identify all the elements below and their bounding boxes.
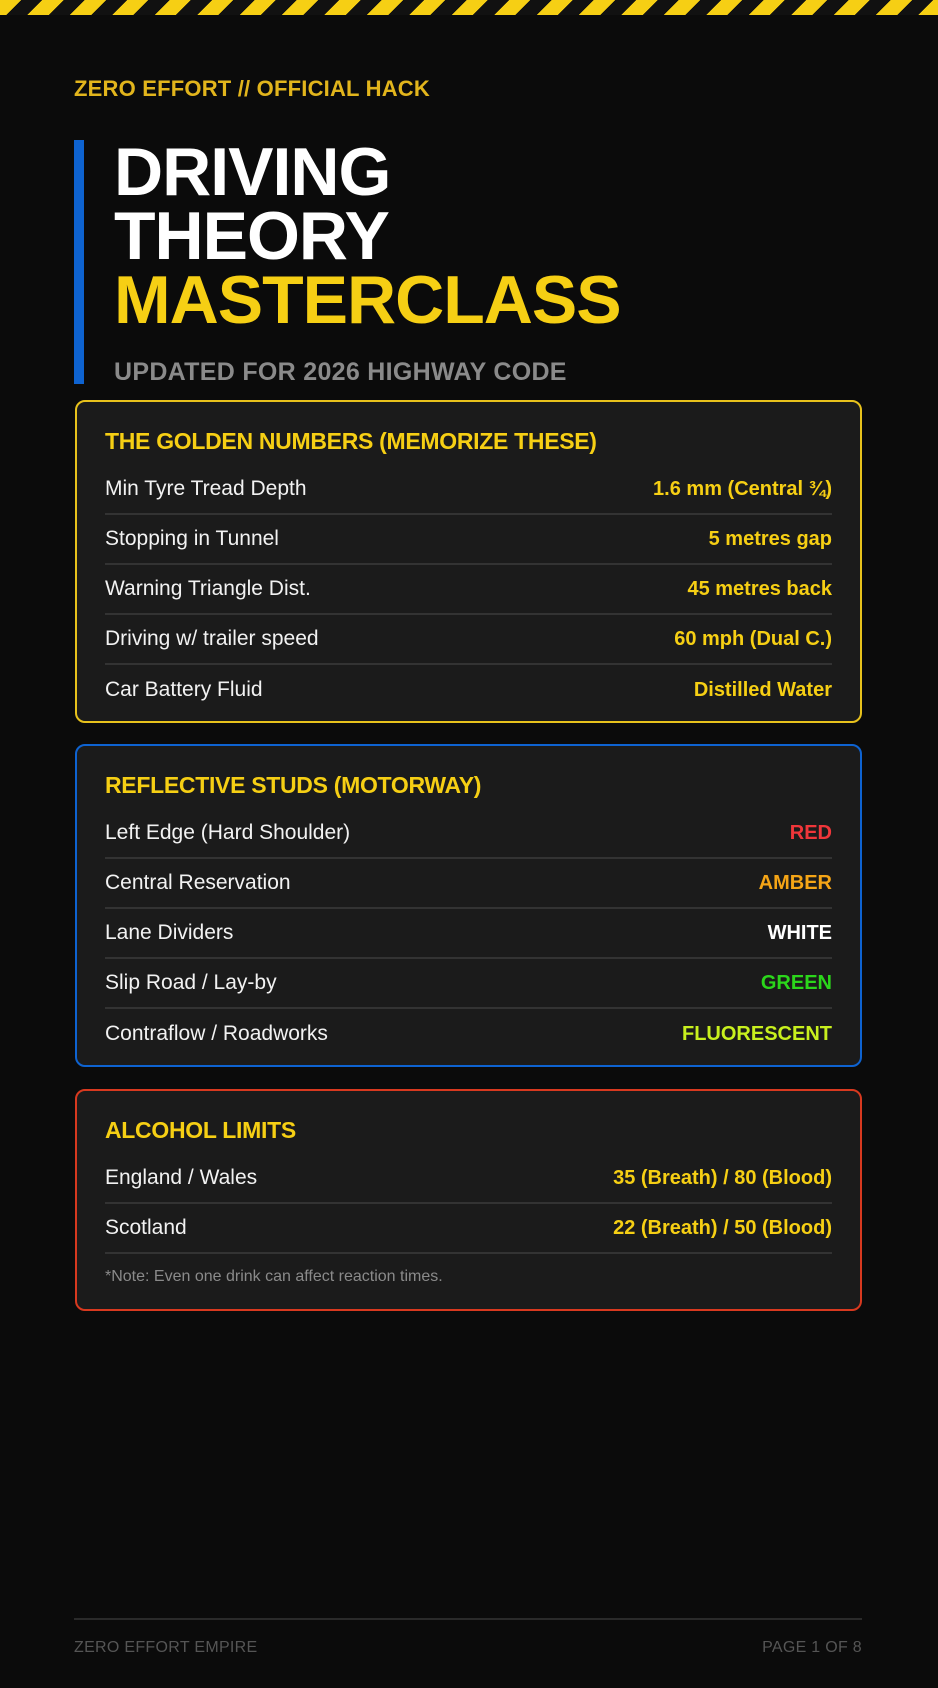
row-label: Car Battery Fluid — [105, 678, 263, 701]
hazard-stripe-banner — [0, 0, 938, 15]
row-label: England / Wales — [105, 1166, 258, 1189]
title-line-driving: DRIVING — [114, 134, 391, 210]
row-label: Left Edge (Hard Shoulder) — [105, 821, 351, 844]
row-value: Distilled Water — [693, 678, 832, 701]
row-label: Scotland — [105, 1216, 187, 1239]
table-row — [105, 515, 832, 565]
row-label: Warning Triangle Dist. — [105, 577, 311, 600]
golden-numbers-card — [75, 400, 862, 723]
row-label: Lane Dividers — [105, 921, 234, 944]
hero-subtitle: UPDATED FOR 2026 HIGHWAY CODE — [114, 358, 567, 386]
table-row — [105, 665, 832, 715]
row-value: 45 metres back — [687, 577, 832, 600]
table-row — [105, 1009, 832, 1059]
row-label: Central Reservation — [105, 871, 291, 894]
stud-color-value: WHITE — [767, 921, 832, 944]
alcohol-limits-card — [75, 1089, 862, 1311]
footer-divider — [74, 1618, 862, 1620]
row-value: 22 (Breath) / 50 (Blood) — [613, 1216, 832, 1239]
title-line-masterclass: MASTERCLASS — [114, 262, 621, 338]
stud-color-value: AMBER — [758, 871, 832, 894]
table-row — [105, 809, 832, 859]
stud-color-value: RED — [789, 821, 832, 844]
page-number: PAGE 1 OF 8 — [762, 1639, 862, 1656]
table-row — [105, 615, 832, 665]
card-title: THE GOLDEN NUMBERS (MEMORIZE THESE) — [105, 428, 597, 454]
footnote: *Note: Even one drink can affect reaction times. — [105, 1268, 443, 1285]
reflective-studs-card — [75, 744, 862, 1067]
stud-color-value: FLUORESCENT — [682, 1022, 832, 1045]
kicker-text: ZERO EFFORT // OFFICIAL HACK — [74, 76, 430, 101]
row-value: 5 metres gap — [708, 527, 832, 550]
table-row — [105, 859, 832, 909]
title-line-theory: THEORY — [114, 198, 389, 274]
table-row — [105, 959, 832, 1009]
row-value: 1.6 mm (Central ¾) — [653, 477, 832, 500]
row-value: 35 (Breath) / 80 (Blood) — [613, 1166, 832, 1189]
row-label: Contraflow / Roadworks — [105, 1022, 328, 1045]
table-row — [105, 1154, 832, 1204]
row-label: Stopping in Tunnel — [105, 527, 279, 550]
table-row — [105, 465, 832, 515]
row-label: Slip Road / Lay-by — [105, 971, 277, 994]
table-row — [105, 1204, 832, 1254]
row-value: 60 mph (Dual C.) — [674, 627, 832, 650]
card-title: ALCOHOL LIMITS — [105, 1117, 296, 1143]
table-row — [105, 565, 832, 615]
table-row — [105, 909, 832, 959]
card-title: REFLECTIVE STUDS (MOTORWAY) — [105, 772, 482, 798]
row-label: Driving w/ trailer speed — [105, 627, 319, 650]
footer-brand: ZERO EFFORT EMPIRE — [74, 1639, 258, 1656]
hero-title-block — [74, 134, 834, 386]
stud-color-value: GREEN — [760, 971, 832, 994]
row-label: Min Tyre Tread Depth — [105, 477, 307, 500]
